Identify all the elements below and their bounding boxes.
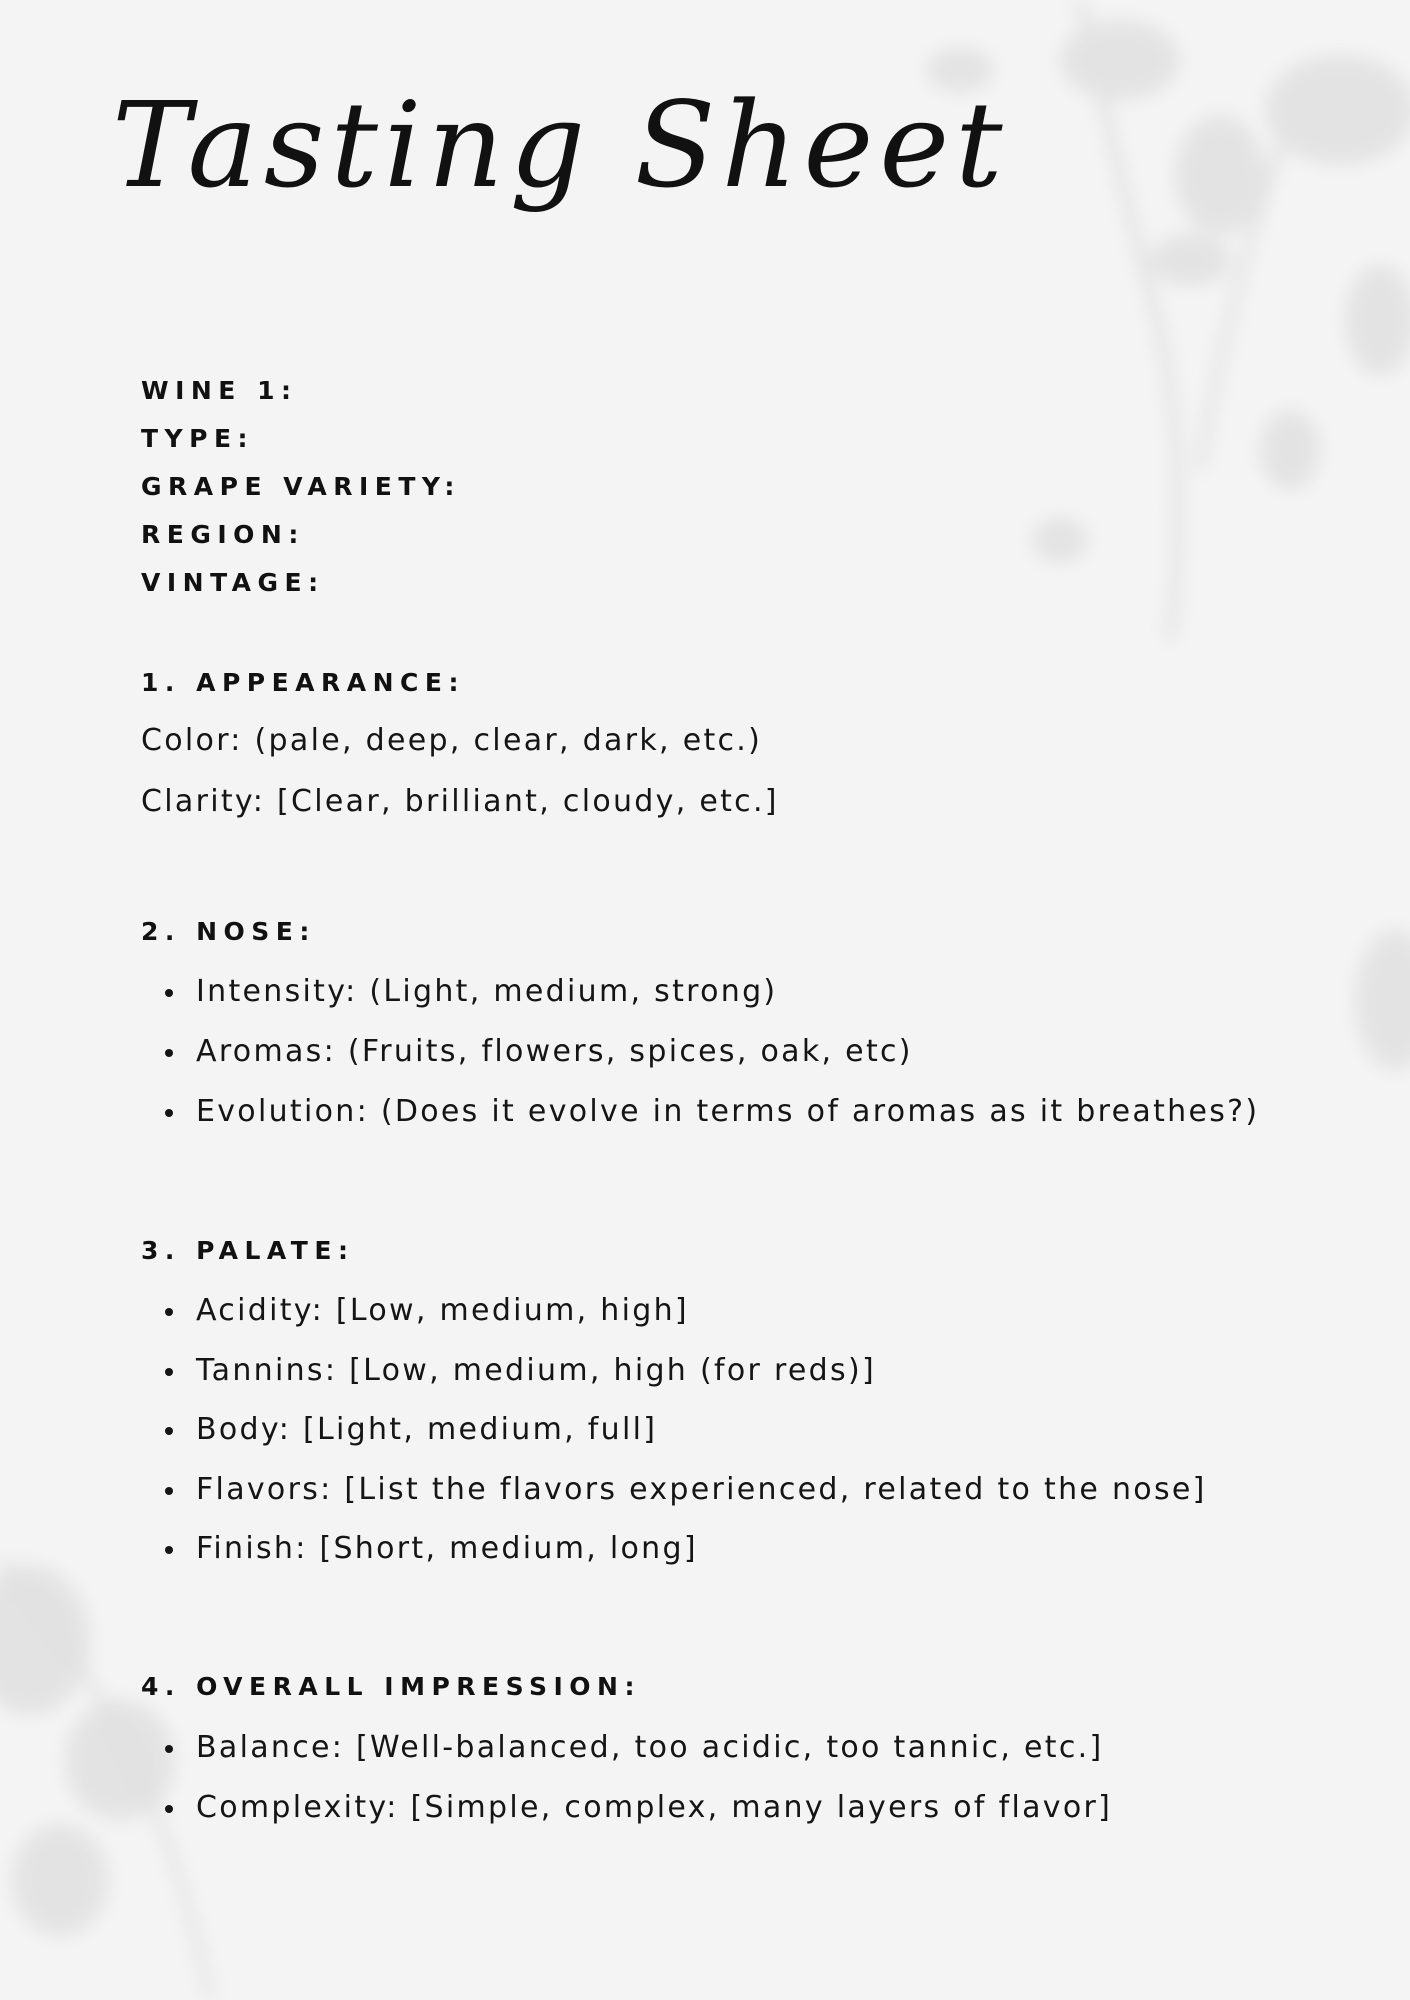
list-item [165, 1293, 689, 1328]
list-item [165, 1730, 1104, 1765]
nose-intensity: Intensity: (Light, medium, strong) [196, 974, 778, 1009]
appearance-color: Color: (pale, deep, clear, dark, etc.) [141, 723, 763, 758]
list-item [165, 1472, 1207, 1507]
palate-finish: Finish: [Short, medium, long] [196, 1531, 698, 1566]
list-item [165, 1034, 913, 1069]
field-wine: WINE 1: [141, 376, 298, 405]
list-item [165, 974, 778, 1009]
palate-flavors: Flavors: [List the flavors experienced, related to the nose] [196, 1472, 1207, 1507]
nose-evolution: Evolution: (Does it evolve in terms of aromas as it breathes?) [196, 1094, 1260, 1129]
palate-body: Body: [Light, medium, full] [196, 1412, 658, 1447]
section-heading-overall-impression: 4. OVERALL IMPRESSION: [141, 1672, 641, 1701]
page-title: Tasting Sheet [112, 76, 1009, 214]
palate-tannins: Tannins: [Low, medium, high (for reds)] [196, 1353, 876, 1388]
section-heading-palate: 3. PALATE: [141, 1236, 355, 1265]
field-region: REGION: [141, 520, 305, 549]
nose-aromas: Aromas: (Fruits, flowers, spices, oak, etc) [196, 1034, 913, 1069]
overall-complexity: Complexity: [Simple, complex, many layers of flavor] [196, 1790, 1113, 1825]
field-type: TYPE: [141, 424, 255, 453]
field-grape-variety: GRAPE VARIETY: [141, 472, 461, 501]
palate-acidity: Acidity: [Low, medium, high] [196, 1293, 689, 1328]
list-item [165, 1790, 1113, 1825]
section-heading-appearance: 1. APPEARANCE: [141, 668, 465, 697]
list-item [165, 1094, 1260, 1129]
overall-balance: Balance: [Well-balanced, too acidic, too tannic, etc.] [196, 1730, 1104, 1765]
appearance-clarity: Clarity: [Clear, brilliant, cloudy, etc.] [141, 784, 779, 819]
list-item [165, 1412, 658, 1447]
list-item [165, 1353, 876, 1388]
field-vintage: VINTAGE: [141, 568, 325, 597]
list-item [165, 1531, 698, 1566]
section-heading-nose: 2. NOSE: [141, 917, 316, 946]
